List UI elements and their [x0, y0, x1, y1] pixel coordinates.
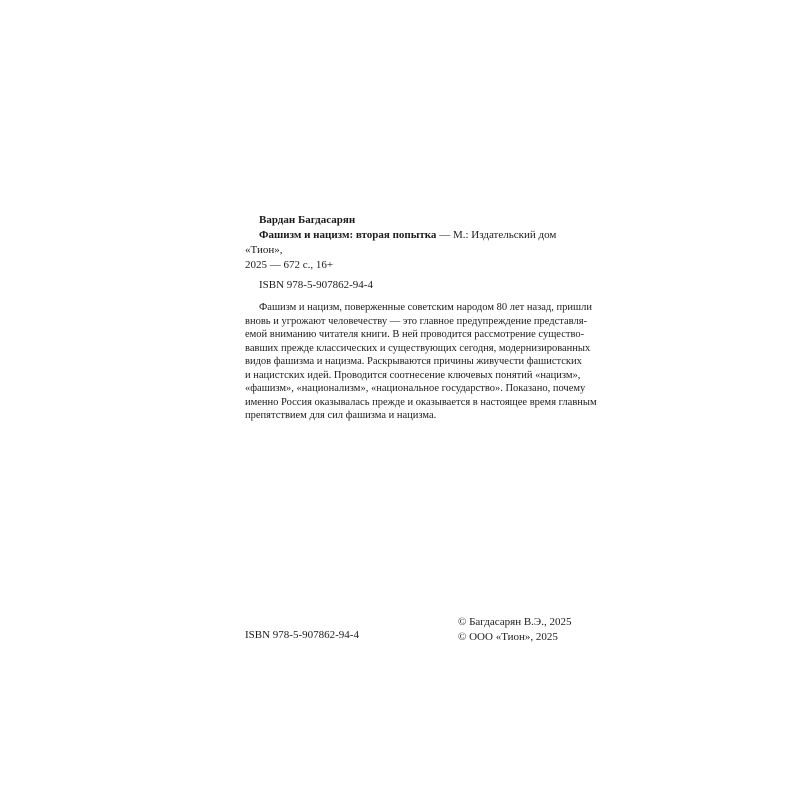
annotation-line: Фашизм и нацизм, поверженные советским народом 80 лет назад, пришли	[259, 302, 592, 313]
annotation-line: именно Россия оказывалась прежде и оказывается в настоящее время главным	[245, 396, 597, 408]
book-description	[245, 228, 565, 258]
publication-details: 2025 — 672 с., 16+	[245, 259, 334, 271]
annotation-line: емой вниманию читателя книги. В ней проводится рассмотрение существо-	[245, 329, 585, 340]
annotation-line: и нацистских идей. Проводится соотнесение ключевых понятий «нацизм»,	[245, 369, 581, 381]
isbn-catalog: ISBN 978-5-907862-94-4	[259, 279, 373, 291]
annotation-line: препятствием для сил фашизма и нацизма.	[245, 410, 437, 421]
publisher-line: — М.: Издательский дом «Тион»,	[245, 229, 557, 256]
copyright-block	[458, 615, 571, 645]
annotation-line: видов фашизма и нацизма. Раскрываются причины живучести фашистских	[245, 356, 582, 367]
copyright-publisher: © ООО «Тион», 2025	[458, 631, 558, 643]
author-name: Вардан Багдасарян	[259, 214, 356, 226]
annotation	[245, 301, 597, 423]
copyright-author: © Багдасарян В.Э., 2025	[458, 616, 572, 628]
catalog-record	[245, 213, 565, 293]
book-title: Фашизм и нацизм: вторая попытка	[259, 229, 437, 241]
annotation-line: вновь и угрожают человечеству — это главное предупреждение представля-	[245, 315, 588, 327]
annotation-line: «фашизм», «национализм», «национальное государство». Показано, почему	[245, 383, 586, 394]
isbn-footer: ISBN 978-5-907862-94-4	[245, 629, 359, 641]
annotation-line: вавших прежде классических и существующих сегодня, модернизированных	[245, 342, 591, 354]
